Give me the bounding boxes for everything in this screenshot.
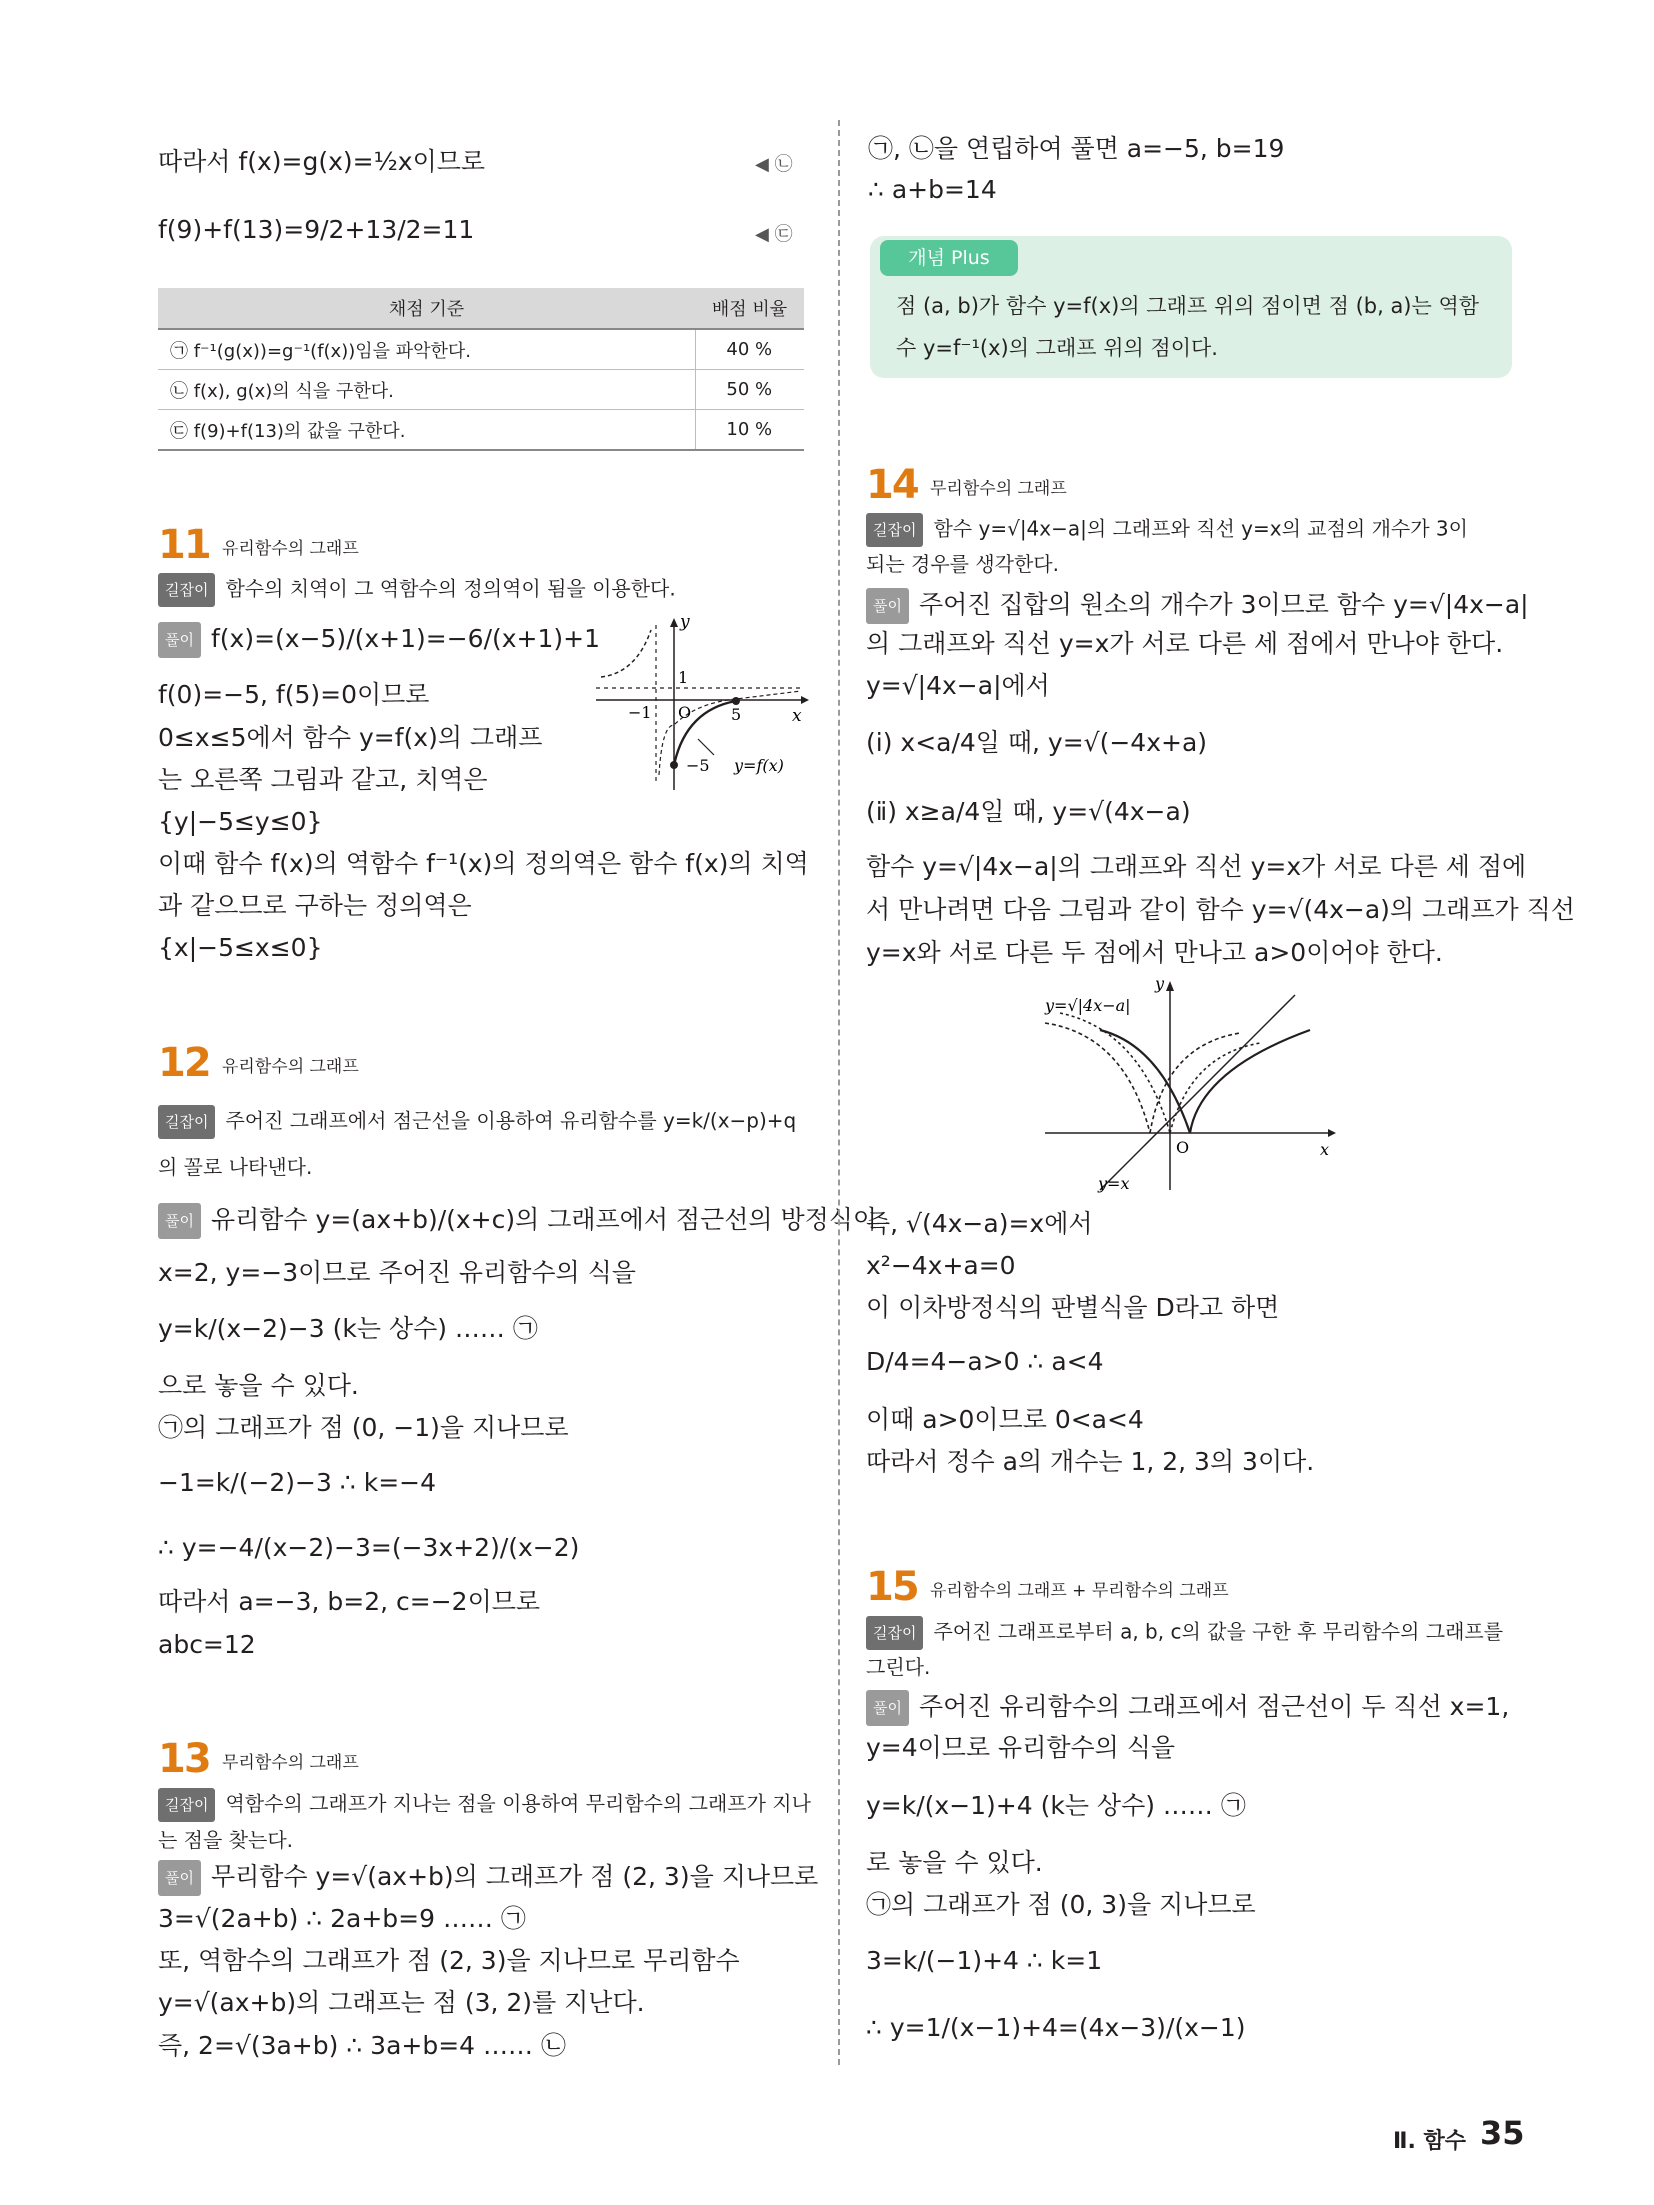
graph-label: y=√|4x−a| bbox=[1045, 996, 1131, 1015]
table-row bbox=[158, 329, 804, 370]
hint-tag: 길잡이 bbox=[158, 573, 215, 607]
hint-line bbox=[158, 1788, 811, 1822]
solution-tag: 풀이 bbox=[866, 1690, 909, 1726]
hint-line bbox=[866, 1616, 1503, 1650]
question-title: 유리함수의 그래프 bbox=[222, 1057, 359, 1077]
solution-line: (ⅱ) x≥a/4일 때, y=√(4x−a) bbox=[866, 797, 1191, 826]
step-marker: ◀ ㉢ bbox=[755, 224, 793, 245]
graph-label: x bbox=[1320, 1140, 1330, 1159]
concept-plus-text: 점 (a, b)가 함수 y=f(x)의 그래프 위의 점이면 점 (b, a)는 역함 bbox=[896, 294, 1480, 318]
question-title: 유리함수의 그래프 + 무리함수의 그래프 bbox=[930, 1581, 1229, 1601]
solution-line: D/4=4−a>0 ∴ a<4 bbox=[866, 1347, 1104, 1376]
question-title: 무리함수의 그래프 bbox=[222, 1753, 359, 1773]
solution-line bbox=[158, 1860, 818, 1896]
hint-line: 는 점을 찾는다. bbox=[158, 1828, 293, 1852]
solution-line: ∴ a+b=14 bbox=[868, 175, 997, 204]
graph-label: −1 bbox=[628, 703, 652, 722]
table-cell: ㉡ f(x), g(x)의 식을 구한다. bbox=[158, 370, 695, 410]
question-number: 14 bbox=[866, 462, 918, 508]
solution-line: y=k/(x−2)−3 (k는 상수) …… ㉠ bbox=[158, 1314, 538, 1343]
solution-line: 3=√(2a+b) ∴ 2a+b=9 …… ㉠ bbox=[158, 1904, 526, 1933]
hint-text: 함수 y=√|4x−a|의 그래프와 직선 y=x의 교점의 개수가 3이 bbox=[933, 516, 1468, 541]
solution-line: ㉠, ㉡을 연립하여 풀면 a=−5, b=19 bbox=[868, 134, 1285, 163]
solution-line: 이때 함수 f(x)의 역함수 f⁻¹(x)의 정의역은 함수 f(x)의 치역 bbox=[158, 849, 809, 878]
solution-line: y=4이므로 유리함수의 식을 bbox=[866, 1733, 1176, 1762]
table-cell: 50 % bbox=[695, 370, 804, 410]
solution-text: f(x)=(x−5)/(x+1)=−6/(x+1)+1 bbox=[210, 624, 600, 653]
solution-line bbox=[866, 1690, 1509, 1726]
solution-line: 0≤x≤5에서 함수 y=f(x)의 그래프 bbox=[158, 723, 543, 752]
solution-line bbox=[866, 588, 1529, 624]
solution-line: 따라서 a=−3, b=2, c=−2이므로 bbox=[158, 1587, 541, 1616]
graph-label: O bbox=[1176, 1138, 1190, 1157]
hint-text: 주어진 그래프에서 점근선을 이용하여 유리함수를 y=k/(x−p)+q bbox=[225, 1108, 797, 1133]
hint-line bbox=[158, 573, 676, 607]
graph-label: −5 bbox=[686, 756, 710, 775]
solution-line: ∴ y=1/(x−1)+4=(4x−3)/(x−1) bbox=[866, 2013, 1246, 2042]
solution-line: {y|−5≤y≤0} bbox=[158, 807, 323, 836]
solution-tag: 풀이 bbox=[158, 1203, 201, 1239]
question-number: 15 bbox=[866, 1564, 918, 1610]
solution-line: abc=12 bbox=[158, 1630, 256, 1659]
solution-line: y=√|4x−a|에서 bbox=[866, 671, 1050, 700]
table-cell: ㉠ f⁻¹(g(x))=g⁻¹(f(x))임을 파악한다. bbox=[158, 329, 695, 370]
hint-tag: 길잡이 bbox=[866, 1616, 923, 1650]
table-cell: 40 % bbox=[695, 329, 804, 370]
solution-text: 주어진 집합의 원소의 개수가 3이므로 함수 y=√|4x−a| bbox=[918, 590, 1529, 619]
q11-graph bbox=[596, 615, 811, 790]
graph-label: y=x bbox=[1098, 1174, 1130, 1193]
solution-text: 무리함수 y=√(ax+b)의 그래프가 점 (2, 3)을 지나므로 bbox=[210, 1862, 819, 1891]
solution-line: y=k/(x−1)+4 (k는 상수) …… ㉠ bbox=[866, 1791, 1246, 1820]
hint-text: 함수의 치역이 그 역함수의 정의역이 됨을 이용한다. bbox=[225, 576, 676, 601]
solution-line: 로 놓을 수 있다. bbox=[866, 1848, 1043, 1877]
solution-line: 함수 y=√|4x−a|의 그래프와 직선 y=x가 서로 다른 세 점에 bbox=[866, 852, 1527, 881]
table-header: 배점 비율 bbox=[695, 288, 804, 329]
table-cell: 10 % bbox=[695, 410, 804, 451]
chapter-label: Ⅱ. 함수 bbox=[1393, 2129, 1467, 2154]
solution-line: (ⅰ) x<a/4일 때, y=√(−4x+a) bbox=[866, 728, 1208, 757]
solution-line: 3=k/(−1)+4 ∴ k=1 bbox=[866, 1946, 1103, 1975]
question-number: 12 bbox=[158, 1040, 210, 1086]
hint-text: 역함수의 그래프가 지나는 점을 이용하여 무리함수의 그래프가 지나 bbox=[225, 1791, 811, 1816]
q14-graph bbox=[1040, 975, 1340, 1195]
graph-label: 5 bbox=[731, 705, 742, 724]
solution-text: 유리함수 y=(ax+b)/(x+c)의 그래프에서 점근선의 방정식이 bbox=[210, 1205, 878, 1234]
solution-line: 의 그래프와 직선 y=x가 서로 다른 세 점에서 만나야 한다. bbox=[866, 629, 1504, 658]
table-cell: ㉢ f(9)+f(13)의 값을 구한다. bbox=[158, 410, 695, 451]
solution-line: 따라서 정수 a의 개수는 1, 2, 3의 3이다. bbox=[866, 1447, 1315, 1476]
table-row bbox=[158, 370, 804, 410]
hint-line bbox=[866, 513, 1468, 547]
question-title: 무리함수의 그래프 bbox=[930, 479, 1067, 499]
solution-line: ㉠의 그래프가 점 (0, −1)을 지나므로 bbox=[158, 1413, 569, 1442]
solution-line bbox=[158, 622, 600, 658]
solution-line: ㉠의 그래프가 점 (0, 3)을 지나므로 bbox=[866, 1890, 1256, 1919]
hint-line: 그린다. bbox=[866, 1655, 931, 1679]
solution-text: 주어진 유리함수의 그래프에서 점근선이 두 직선 x=1, bbox=[918, 1692, 1510, 1721]
solution-line bbox=[158, 1203, 877, 1239]
table-row bbox=[158, 410, 804, 451]
solution-line: f(0)=−5, f(5)=0이므로 bbox=[158, 680, 430, 709]
solution-line: 또, 역함수의 그래프가 점 (2, 3)을 지나므로 무리함수 bbox=[158, 1946, 740, 1975]
solution-line: −1=k/(−2)−3 ∴ k=−4 bbox=[158, 1468, 436, 1497]
hint-line: 의 꼴로 나타낸다. bbox=[158, 1155, 313, 1179]
hint-tag: 길잡이 bbox=[866, 513, 923, 547]
concept-plus-tab: 개념 Plus bbox=[880, 240, 1018, 276]
hint-line bbox=[158, 1105, 796, 1139]
sum-line: f(9)+f(13)=9/2+13/2=11 bbox=[158, 215, 475, 244]
solution-line: y=√(ax+b)의 그래프는 점 (3, 2)를 지난다. bbox=[158, 1988, 645, 2017]
solution-line: ∴ y=−4/(x−2)−3=(−3x+2)/(x−2) bbox=[158, 1533, 580, 1562]
solution-line: 즉, 2=√(3a+b) ∴ 3a+b=4 …… ㉡ bbox=[158, 2031, 566, 2060]
graph-label: x bbox=[792, 706, 802, 726]
solution-tag: 풀이 bbox=[158, 1860, 201, 1896]
table-header: 채점 기준 bbox=[158, 288, 695, 329]
step-marker: ◀ ㉡ bbox=[755, 154, 793, 175]
solution-tag: 풀이 bbox=[866, 588, 909, 624]
solution-line: {x|−5≤x≤0} bbox=[158, 933, 323, 962]
scoring-table bbox=[158, 288, 804, 451]
page-number: 35 bbox=[1480, 2114, 1525, 2152]
graph-label: y bbox=[1155, 975, 1165, 993]
hint-tag: 길잡이 bbox=[158, 1788, 215, 1822]
graph-label: y bbox=[680, 615, 690, 632]
solution-line: 으로 놓을 수 있다. bbox=[158, 1371, 359, 1400]
question-number: 13 bbox=[158, 1736, 210, 1782]
solution-line: 즉, √(4x−a)=x에서 bbox=[866, 1209, 1093, 1238]
solution-line: 는 오른쪽 그림과 같고, 치역은 bbox=[158, 765, 488, 794]
hint-line: 되는 경우를 생각한다. bbox=[866, 552, 1059, 576]
solution-line: x=2, y=−3이므로 주어진 유리함수의 식을 bbox=[158, 1258, 636, 1287]
graph-label: O bbox=[678, 703, 692, 722]
solution-line: 과 같으므로 구하는 정의역은 bbox=[158, 891, 472, 920]
concept-plus-text: 수 y=f⁻¹(x)의 그래프 위의 점이다. bbox=[896, 336, 1218, 360]
hint-tag: 길잡이 bbox=[158, 1105, 215, 1139]
graph-label: y=f(x) bbox=[734, 756, 784, 775]
column-divider bbox=[838, 120, 840, 2065]
solution-tag: 풀이 bbox=[158, 622, 201, 658]
solution-line: 이때 a>0이므로 0<a<4 bbox=[866, 1405, 1144, 1434]
solution-line: y=x와 서로 다른 두 점에서 만나고 a>0이어야 한다. bbox=[866, 938, 1443, 967]
question-title: 유리함수의 그래프 bbox=[222, 539, 359, 559]
conclusion-line: 따라서 f(x)=g(x)=½x이므로 bbox=[158, 147, 486, 176]
question-number: 11 bbox=[158, 522, 210, 568]
graph-label: 1 bbox=[678, 668, 689, 687]
hint-text: 주어진 그래프로부터 a, b, c의 값을 구한 후 무리함수의 그래프를 bbox=[933, 1619, 1504, 1644]
solution-line: x²−4x+a=0 bbox=[866, 1251, 1016, 1280]
solution-line: 이 이차방정식의 판별식을 D라고 하면 bbox=[866, 1293, 1280, 1322]
solution-line: 서 만나려면 다음 그림과 같이 함수 y=√(4x−a)의 그래프가 직선 bbox=[866, 895, 1575, 924]
